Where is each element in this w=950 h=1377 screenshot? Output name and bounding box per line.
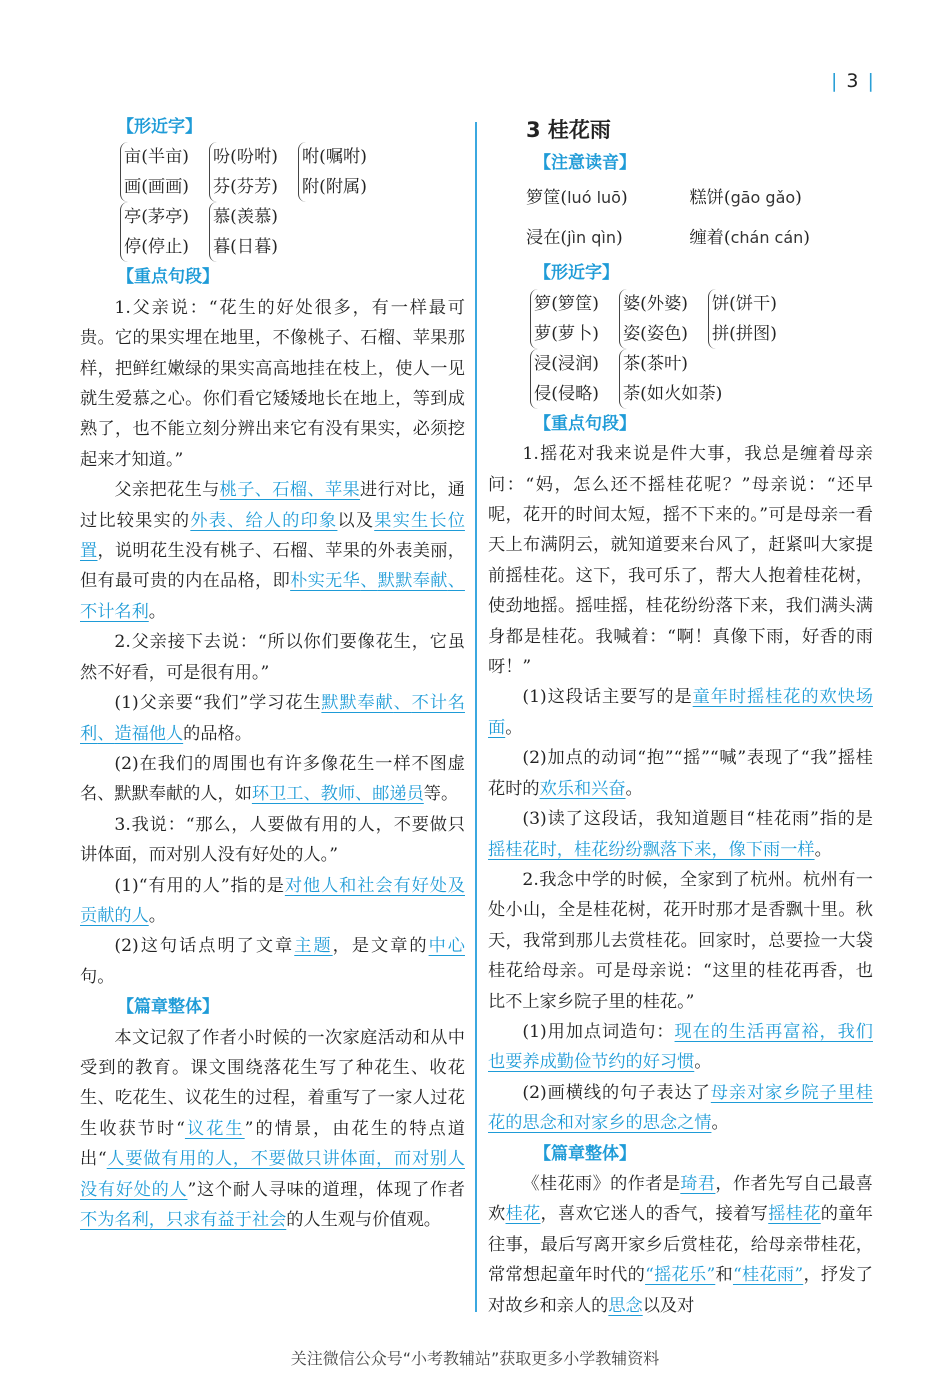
section-head-pz: 【篇章整体】 — [534, 1143, 636, 1164]
summary: 本文记叙了作者小时候的一次家庭活动和从中受到的教育。课文围绕落花生写了种花生、收花生、吃花生、议花生的过程，着重写了一家人过花生收获节时“议花生”的情景，由花生的特点道出“人要做有用的人，不要做只讲体面，而对别人没有好处的人”这个耐人寻味的道理，体现了作者不为名利，只求有益于社会的人生观与价值观。 — [80, 1027, 465, 1230]
char-group: 茶(茶叶) 荼(如火如荼) — [619, 349, 722, 409]
passage-1: 1.父亲说：“花生的好处很多，有一样最可贵。它的果实埋在地里，不像桃子、石榴、苹果那样，把鲜红嫩绿的果实高高地挂在枝上，使人一见就生爱慕之心。你们看它矮矮地长在地上，等到成熟了，也不能立刻分辨出来它有没有果实，必须挖起来才知道。” — [80, 297, 465, 470]
summary: 《桂花雨》的作者是琦君，作者先写自己最喜欢桂花，喜欢它迷人的香气，接着写摇桂花的童年往事，最后写离开家乡后赏桂花，给母亲带桂花，常常想起童年时代的“摇花乐”和“桂花雨”，抒发了对故乡和亲人的思念以及对 — [488, 1173, 873, 1316]
question-2-1: (1)父亲要“我们”学习花生默默奉献、不计名利、造福他人的品格。 — [80, 693, 465, 744]
pinyin-row — [526, 218, 873, 258]
char-group: 浸(浸润) 侵(侵略) — [530, 349, 599, 409]
passage-2: 2.父亲接下去说：“所以你们要像花生，它虽然不好看，可是很有用。” — [80, 632, 465, 683]
analysis-1: 父亲把花生与桃子、石榴、苹果进行对比，通过比较果实的外表、给人的印象以及果实生长位置，说明花生没有桃子、石榴、苹果的外表美丽，但有最可贵的内在品格，即朴实无华、默默奉献、不计名利。 — [80, 480, 465, 622]
char-group-row — [120, 142, 465, 202]
char-group-row — [530, 349, 873, 409]
page-number: | 3 | — [831, 70, 874, 92]
question-1-3: (3)读了这段话，我知道题目“桂花雨”指的是摇桂花时，桂花纷纷飘落下来，像下雨一样。 — [488, 809, 873, 860]
passage-1: 1.摇花对我来说是件大事，我总是缠着母亲问：“妈，怎么还不摇桂花呢？”母亲说：“还早呢，花开的时间太短，摇不下来的。”可是母亲一看天上布满阴云，就知道要来台风了，赶紧叫大家提前摇桂花。这下，我可乐了，帮大人抱着桂花树，使劲地摇。摇哇摇，桂花纷纷落下来，我们满头满身都是桂花。我喊着：“啊！真像下雨，好香的雨呀！” — [488, 444, 873, 678]
section-head-zd: 【重点句段】 — [117, 267, 219, 288]
passage-2: 2.我念中学的时候，全家到了杭州。杭州有一处小山，全是桂花树，花开时那才是香飘十里。秋天，我常到那儿去赏桂花。回家时，总要捡一大袋桂花给母亲。可是母亲说：“这里的桂花再香，也比不上家乡院子里的桂花。” — [488, 869, 873, 1012]
pinyin-item: 箩筐(luó luō) — [526, 188, 628, 209]
column-divider — [475, 122, 477, 1312]
question-1-1: (1)这段话主要写的是童年时摇桂花的欢快场面。 — [488, 687, 873, 738]
passage-3: 3.我说：“那么，人要做有用的人，不要做只讲体面，而对别人没有好处的人。” — [80, 814, 465, 866]
question-1-2: (2)加点的动词“抱”“摇”“喊”表现了“我”摇桂花时的欢乐和兴奋。 — [488, 748, 873, 799]
char-group: 饼(饼干) 拼(拼图) — [708, 289, 777, 349]
question-2-1: (1)用加点词造句：现在的生活再富裕，我们也要养成勤俭节约的好习惯。 — [488, 1021, 873, 1073]
pinyin-row — [526, 178, 873, 218]
pinyin-item: 糕饼(gāo gǎo) — [689, 188, 802, 209]
char-group: 吩(吩咐) 芬(芬芳) — [209, 142, 278, 202]
char-group: 亩(半亩) 画(画画) — [120, 142, 189, 202]
char-group: 箩(箩筐) 萝(萝卜) — [530, 289, 599, 349]
question-2-2: (2)在我们的周围也有许多像花生一样不图虚名、默默奉献的人，如环卫工、教师、邮递员等。 — [80, 753, 465, 805]
pinyin-item: 浸在(jìn qìn) — [526, 228, 623, 249]
question-2-2: (2)画横线的句子表达了母亲对家乡院子里桂花的思念和对家乡的思念之情。 — [488, 1082, 873, 1134]
section-head-zd: 【重点句段】 — [534, 413, 636, 434]
left-column — [80, 112, 465, 1235]
section-head-xjz: 【形近字】 — [117, 117, 202, 137]
char-group: 亭(茅亭) 停(停止) — [120, 202, 189, 262]
section-head-xjz: 【形近字】 — [534, 263, 619, 284]
lesson-title: 3 桂花雨 — [526, 118, 611, 142]
char-group: 慕(羡慕) 暮(日暮) — [209, 202, 278, 262]
char-group-row — [120, 202, 465, 262]
question-3-2: (2)这句话点明了文章主题，是文章的中心句。 — [80, 936, 465, 987]
footer-note: 关注微信公众号“小考教辅站”获取更多小学教辅资料 — [290, 1349, 660, 1368]
char-group: 咐(嘱咐) 附(附属) — [298, 142, 367, 202]
char-group-row — [530, 289, 873, 349]
pinyin-item: 缠着(chán cán) — [689, 228, 811, 249]
question-3-1: (1)“有用的人”指的是对他人和社会有好处及贡献的人。 — [80, 875, 465, 926]
char-group: 婆(外婆) 姿(姿色) — [619, 289, 688, 349]
right-column — [488, 112, 873, 1321]
section-head-pz: 【篇章整体】 — [117, 997, 219, 1018]
section-head-zy: 【注意读音】 — [534, 153, 636, 173]
